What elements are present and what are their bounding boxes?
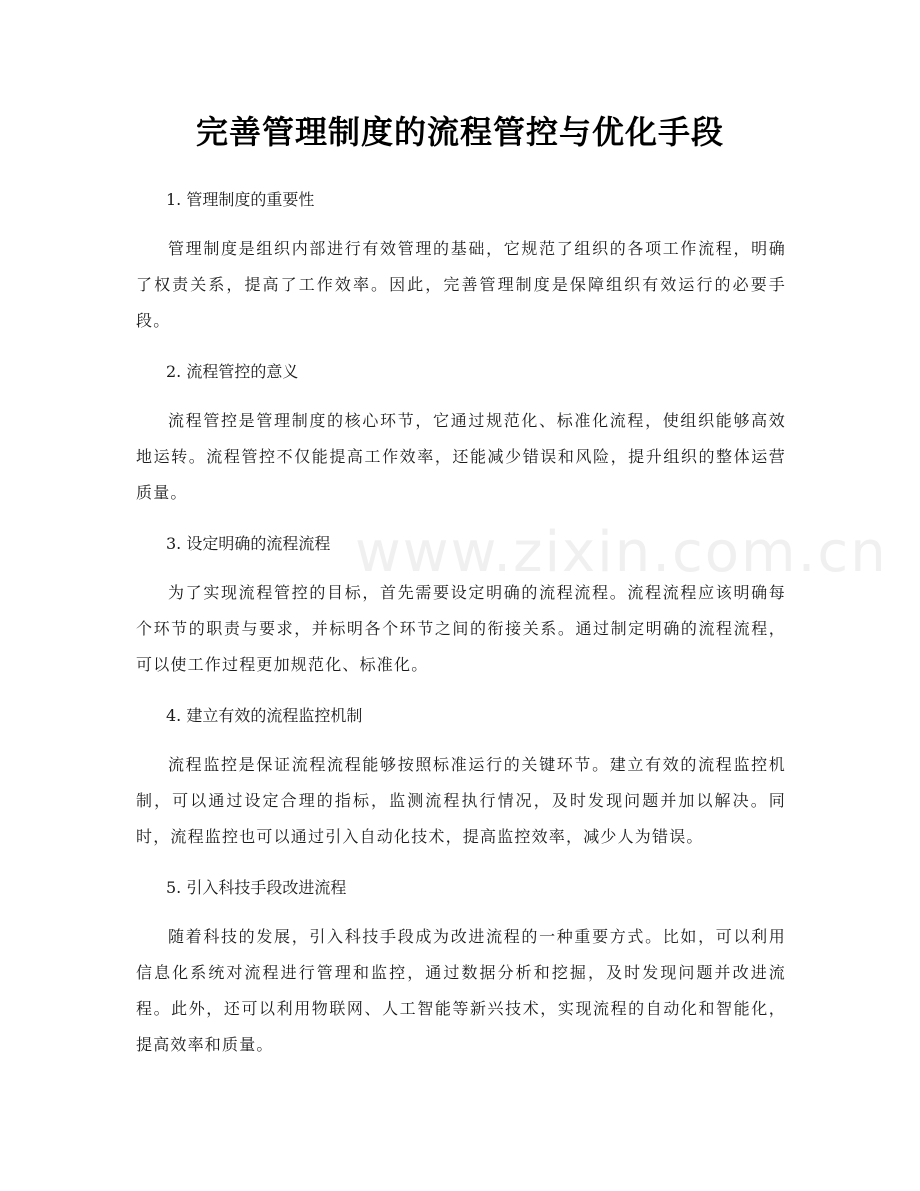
section-heading: 1. 管理制度的重要性	[166, 190, 315, 209]
section-heading: 5. 引入科技手段改进流程	[166, 878, 347, 897]
watermark: www.zixin.com.cn	[355, 520, 888, 585]
section-4	[136, 701, 786, 855]
section-heading: 4. 建立有效的流程监控机制	[166, 706, 363, 725]
section-paragraph: 管理制度是组织内部进行有效管理的基础，它规范了组织的各项工作流程，明确了权责关系，提高了工作效率。因此，完善管理制度是保障组织有效运行的必要手段。	[136, 239, 786, 330]
section-1	[136, 185, 786, 339]
document-title: 完善管理制度的流程管控与优化手段	[195, 113, 724, 151]
section-3	[136, 529, 786, 683]
section-paragraph: 流程管控是管理制度的核心环节，它通过规范化、标准化流程，使组织能够高效地运转。流程管控不仅能提高工作效率，还能减少错误和风险，提升组织的整体运营质量。	[136, 411, 786, 502]
section-paragraph: 流程监控是保证流程流程能够按照标准运行的关键环节。建立有效的流程监控机制，可以通过设定合理的指标，监测流程执行情况，及时发现问题并加以解决。同时，流程监控也可以通过引入自动化技术，提高监控效率，减少人为错误。	[136, 755, 786, 846]
section-2	[136, 357, 786, 511]
section-paragraph: 为了实现流程管控的目标，首先需要设定明确的流程流程。流程流程应该明确每个环节的职责与要求，并标明各个环节之间的衔接关系。通过制定明确的流程流程，可以使工作过程更加规范化、标准化。	[136, 583, 786, 674]
section-heading: 2. 流程管控的意义	[166, 362, 299, 381]
section-heading: 3. 设定明确的流程流程	[166, 534, 331, 553]
section-5	[136, 873, 786, 1063]
document-body	[136, 185, 786, 1081]
section-paragraph: 随着科技的发展，引入科技手段成为改进流程的一种重要方式。比如，可以利用信息化系统对流程进行管理和监控，通过数据分析和挖掘，及时发现问题并改进流程。此外，还可以利用物联网、人工智能等新兴技术，实现流程的自动化和智能化，提高效率和质量。	[136, 927, 786, 1054]
